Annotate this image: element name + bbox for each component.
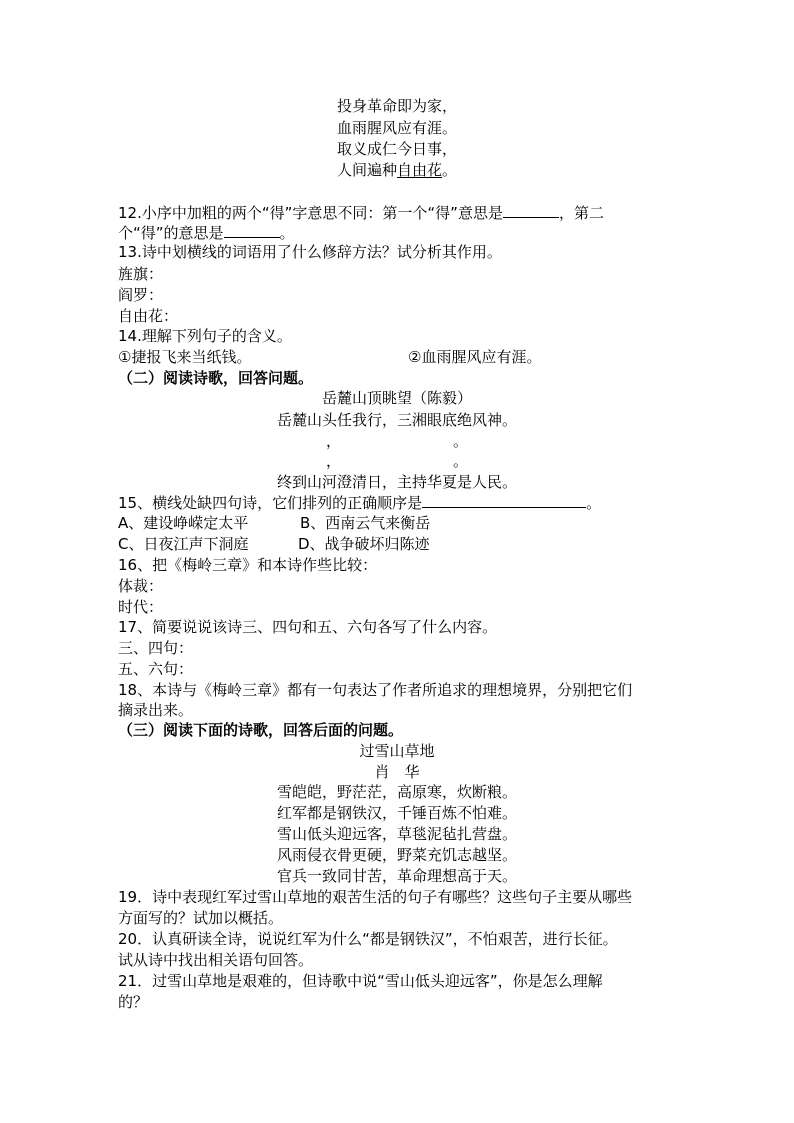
question-12-text: 12.小序中加粗的两个“得”字意思不同：第一个“得”意思是 — [118, 204, 503, 222]
question-21-line2: 的？ — [118, 993, 149, 1011]
poem2-missing-comma-1: ， — [326, 432, 342, 450]
poem1-line1: 投身革命即为家， — [336, 97, 457, 115]
poem2-title: 岳麓山顶眺望（陈毅） — [321, 389, 472, 407]
question-21-line1: 21．过雪山草地是艰难的，但诗歌中说“雪山低头迎远客”，你是怎么理解 — [118, 972, 603, 990]
underlined-phrase: 自由花 — [396, 161, 442, 179]
section-2-heading: （二）阅读诗歌，回答问题。 — [118, 369, 314, 387]
question-17-item2: 五、六句： — [118, 660, 194, 678]
poem2-missing-comma-2: ， — [326, 452, 342, 470]
poem2-line1: 岳麓山头任我行，三湘眼底绝风神。 — [276, 411, 517, 429]
question-13-item2: 阎罗： — [118, 286, 164, 304]
section-3-heading: （三）阅读下面的诗歌，回答后面的问题。 — [118, 721, 404, 739]
answer-blank-1[interactable] — [503, 202, 559, 218]
poem3-line: 官兵一致同甘苦，革命理想高于天。 — [276, 867, 517, 885]
poem3-title: 过雪山草地 — [359, 742, 435, 760]
option-c: C、日夜江声下洞庭 — [118, 535, 249, 553]
question-15-text: 15、横线处缺四句诗，它们排列的正确顺序是 — [118, 494, 423, 512]
question-17: 17、简要说说该诗三、四句和五、六句各写了什么内容。 — [118, 618, 498, 636]
poem3-line: 风雨侵衣骨更硬，野菜充饥志越坚。 — [276, 846, 517, 864]
poem3-line: 雪皑皑，野茫茫，高原寒，炊断粮。 — [276, 783, 517, 801]
poem1-line3: 取义成仁今日事， — [336, 140, 457, 158]
question-13-item3: 自由花： — [118, 307, 179, 325]
poem1-line4-end: 。 — [442, 161, 458, 179]
poem3-line: 雪山低头迎远客，草毯泥毡扎营盘。 — [276, 825, 517, 843]
answer-blank-3[interactable] — [422, 492, 586, 508]
answer-blank-2[interactable] — [224, 222, 280, 238]
question-19-line2: 方面写的？试加以概括。 — [118, 909, 284, 927]
option-d: D、战争破坏归陈迹 — [298, 535, 430, 553]
question-20-line1: 20．认真研读全诗，说说红军为什么“都是钢铁汉”，不怕艰苦，进行长征。 — [118, 930, 618, 948]
question-12-text-b: ，第二 — [558, 204, 604, 222]
question-12-line2 — [118, 222, 295, 242]
question-13-item1: 旌旗： — [118, 265, 164, 283]
poem1-line2: 血雨腥风应有涯。 — [336, 119, 457, 137]
question-16-item1: 体裁： — [118, 577, 164, 595]
poem1-line4-text: 人间遍种 — [336, 161, 397, 179]
poem2-missing-period-1: 。 — [453, 432, 469, 450]
question-19-line1: 19．诗中表现红军过雪山草地的艰苦生活的句子有哪些？这些句子主要从哪些 — [118, 888, 633, 906]
question-12-text-d: 。 — [279, 224, 295, 242]
question-15 — [118, 492, 601, 512]
poem3-author: 肖 华 — [374, 763, 420, 781]
question-15-end: 。 — [586, 494, 602, 512]
poem2-last-line: 终到山河澄清日，主持华夏是人民。 — [276, 473, 517, 491]
question-12-line1 — [118, 202, 604, 222]
question-18-line2: 摘录出来。 — [118, 701, 194, 719]
option-a: A、建设峥嵘定太平 — [118, 514, 249, 532]
question-18-line1: 18、本诗与《梅岭三章》都有一句表达了作者所追求的理想境界，分别把它们 — [118, 681, 633, 699]
question-16-item2: 时代： — [118, 598, 164, 616]
poem1-line4 — [0, 160, 794, 180]
question-13: 13.诗中划横线的词语用了什么修辞方法？试分析其作用。 — [118, 243, 502, 261]
question-20-line2: 试从诗中找出相关语句回答。 — [118, 951, 314, 969]
question-14-item2: ②血雨腥风应有涯。 — [408, 348, 542, 366]
poem2-missing-period-2: 。 — [453, 452, 469, 470]
option-b: B、西南云气来衡岳 — [300, 514, 431, 532]
question-17-item1: 三、四句： — [118, 639, 194, 657]
poem3-line: 红军都是钢铁汉，千锤百炼不怕难。 — [276, 804, 517, 822]
question-14: 14.理解下列句子的含义。 — [118, 327, 292, 345]
question-12-text-c: 个“得”的意思是 — [118, 224, 224, 242]
question-16: 16、把《梅岭三章》和本诗作些比较： — [118, 556, 378, 574]
question-14-item1: ①捷报飞来当纸钱。 — [118, 348, 252, 366]
